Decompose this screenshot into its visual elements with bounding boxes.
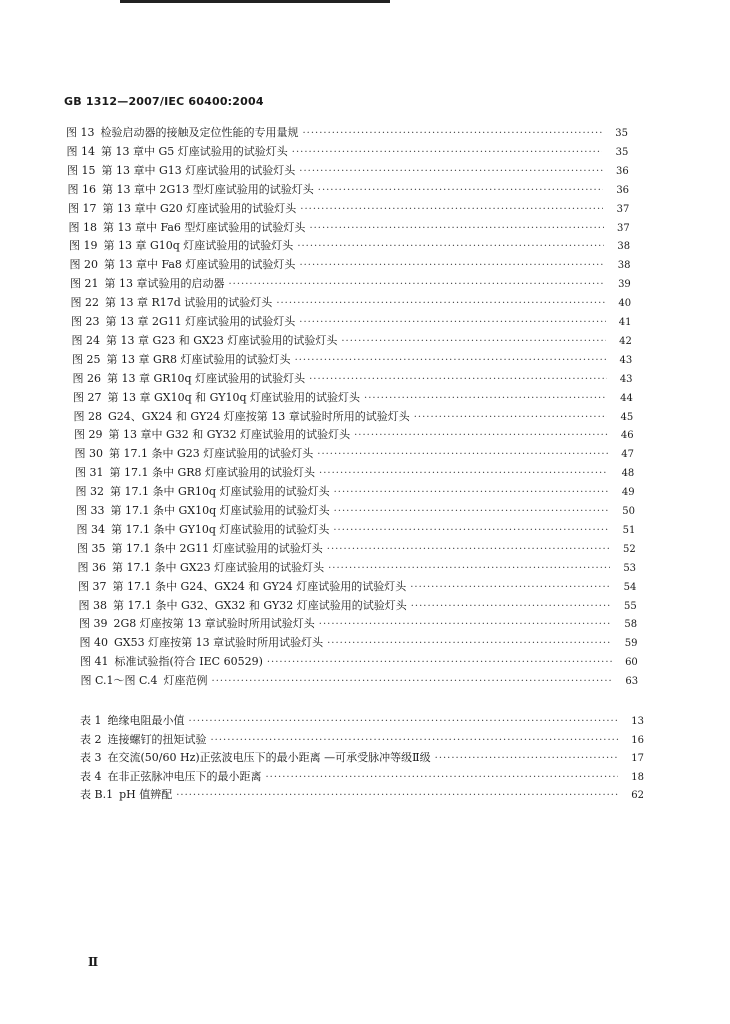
figure-page-number: 38 xyxy=(617,241,631,253)
figure-label: 图 36 xyxy=(77,560,106,574)
leader-dots xyxy=(318,185,603,196)
figure-title: 第 17.1 条中 GX10q 灯座试验用的试验灯头 xyxy=(110,504,330,517)
figure-title: 第 13 章 GR8 灯座试验用的试验灯头 xyxy=(106,352,291,366)
figure-title: 第 17.1 条中 G32、GX32 和 GY32 灯座试验用的试验灯头 xyxy=(113,598,407,612)
figure-page-number: 35 xyxy=(615,146,629,158)
figure-label: 图 29 xyxy=(74,428,103,442)
figure-page-number: 49 xyxy=(621,487,635,499)
table-label: 表 4 xyxy=(80,769,102,783)
figure-entry xyxy=(79,597,637,616)
figure-page-number: 55 xyxy=(624,600,637,612)
leader-dots xyxy=(300,204,603,215)
figure-entry xyxy=(67,162,629,181)
figure-page-number: 37 xyxy=(617,222,630,234)
figure-page-number: 38 xyxy=(617,260,631,272)
leader-dots xyxy=(354,430,607,441)
figure-title: 第 13 章中 2G13 型灯座试验用的试验灯头 xyxy=(102,182,314,196)
figure-page-number: 54 xyxy=(623,581,637,593)
figure-label: 图 C.1～图 C.4 xyxy=(80,674,158,688)
figure-page-number: 46 xyxy=(620,430,634,442)
figure-label: 图 14 xyxy=(66,144,95,158)
figure-title: GX53 灯座按第 13 章试验时所用试验灯头 xyxy=(114,636,324,650)
figure-entry xyxy=(69,219,630,238)
figure-label: 图 20 xyxy=(69,258,98,272)
figure-page-number: 53 xyxy=(623,562,637,574)
figure-entry xyxy=(81,672,639,691)
table-label: 表 2 xyxy=(80,732,102,746)
leader-dots xyxy=(327,544,610,555)
figure-page-number: 43 xyxy=(619,354,633,366)
leader-dots xyxy=(328,563,610,574)
figure-label: 图 17 xyxy=(68,201,97,215)
figure-entry xyxy=(80,634,638,653)
figure-label: 图 22 xyxy=(70,296,99,310)
figure-entry xyxy=(72,351,632,370)
figure-page-number: 51 xyxy=(622,524,636,536)
leader-dots xyxy=(319,468,608,479)
top-rule xyxy=(120,0,390,3)
figure-page-number: 42 xyxy=(619,335,632,347)
figure-title: 第 17.1 条中 GX23 灯座试验用的试验灯头 xyxy=(112,560,325,574)
figure-entry xyxy=(76,502,635,521)
figure-title: 2G8 灯座按第 13 章试验时所用试验灯头 xyxy=(113,617,315,631)
page-header: GB 1312—2007/IEC 60400:2004 xyxy=(64,95,264,108)
figure-title: 第 13 章中 G32 和 GY32 灯座试验用的试验灯头 xyxy=(108,428,351,442)
figure-title: 第 13 章 GX10q 和 GY10q 灯座试验用的试验灯头 xyxy=(107,390,361,404)
figure-entry xyxy=(74,426,634,445)
figure-label: 图 31 xyxy=(75,466,104,480)
figure-label: 图 18 xyxy=(68,220,97,234)
table-page-number: 13 xyxy=(631,716,644,727)
leader-dots xyxy=(410,582,610,593)
figure-label: 图 32 xyxy=(75,485,104,499)
figure-label: 图 19 xyxy=(69,239,98,253)
figure-entry xyxy=(80,653,638,672)
figure-entry xyxy=(73,370,633,389)
leader-dots xyxy=(303,128,603,139)
figure-label: 图 25 xyxy=(72,352,101,366)
figure-title: 第 13 章 R17d 试验用的试验灯头 xyxy=(105,296,273,310)
figure-title: 第 13 章 G23 和 GX23 灯座试验用的试验灯头 xyxy=(106,333,338,347)
figure-label: 图 34 xyxy=(76,522,105,536)
figure-page-number: 35 xyxy=(615,128,628,139)
figure-entry xyxy=(79,615,637,634)
figure-entry xyxy=(66,124,628,143)
figure-entry xyxy=(69,237,630,256)
figure-title: 第 13 章 G10q 灯座试验用的试验灯头 xyxy=(103,239,294,253)
table-title: 绝缘电阻最小值 xyxy=(107,714,185,727)
figure-title: 标准试验指(符合 IEC 60529) xyxy=(114,655,263,669)
figure-label: 图 30 xyxy=(74,447,103,461)
table-title: pH 值辨配 xyxy=(119,788,173,802)
table-title: 连接螺钉的扭矩试验 xyxy=(107,732,207,746)
table-entry xyxy=(80,749,644,768)
figure-page-number: 44 xyxy=(620,392,633,404)
figure-entry xyxy=(68,181,630,200)
figure-title: 第 17.1 条中 GR10q 灯座试验用的试验灯头 xyxy=(110,485,330,499)
figure-title: 第 13 章中 G5 灯座试验用的试验灯头 xyxy=(101,144,288,158)
figure-title: 第 13 章 GR10q 灯座试验用的试验灯头 xyxy=(107,371,306,385)
figure-label: 图 24 xyxy=(71,333,100,347)
figure-label: 图 35 xyxy=(77,541,106,555)
figure-entry xyxy=(75,445,634,464)
figure-entry xyxy=(74,408,634,427)
figure-page-number: 37 xyxy=(616,203,630,215)
figure-label: 图 28 xyxy=(73,409,102,423)
figure-title: 第 13 章中 G20 灯座试验用的试验灯头 xyxy=(102,201,297,215)
leader-dots xyxy=(309,223,603,234)
figure-entry xyxy=(71,313,632,332)
figure-entry xyxy=(77,540,636,559)
leader-dots xyxy=(299,166,602,177)
figure-page-number: 58 xyxy=(624,619,638,631)
leader-dots xyxy=(334,506,609,517)
table-label: 表 3 xyxy=(80,751,102,765)
figure-title: 检验启动器的接触及定位性能的专用量规 xyxy=(100,126,299,139)
table-entry xyxy=(80,786,644,805)
table-title: 在非正弦脉冲电压下的最小距离 xyxy=(107,769,262,783)
figure-label: 图 13 xyxy=(66,126,95,139)
figure-title: 第 17.1 条中 G24、GX24 和 GY24 灯座试验用的试验灯头 xyxy=(112,579,407,593)
figure-label: 图 21 xyxy=(70,277,99,291)
figure-title: 第 17.1 条中 G23 灯座试验用的试验灯头 xyxy=(109,447,314,461)
leader-dots xyxy=(297,241,604,252)
leader-dots xyxy=(299,260,604,271)
figure-page-number: 36 xyxy=(615,165,629,177)
figure-page-number: 59 xyxy=(624,638,638,650)
figure-title: 第 17.1 条中 GY10q 灯座试验用的试验灯头 xyxy=(111,522,330,536)
leader-dots xyxy=(176,790,618,801)
figure-entry xyxy=(70,275,631,294)
figure-entry xyxy=(73,389,633,408)
figure-label: 图 41 xyxy=(80,655,109,669)
figure-page-number: 50 xyxy=(622,506,635,517)
figure-title: 第 17.1 条中 2G11 灯座试验用的试验灯头 xyxy=(111,541,323,555)
figure-label: 图 38 xyxy=(78,598,107,612)
leader-dots xyxy=(317,449,608,460)
figure-label: 图 40 xyxy=(79,636,108,650)
figure-label: 图 33 xyxy=(76,504,105,517)
table-title: 在交流(50/60 Hz)正弦波电压下的最小距离 —可承受脉冲等级Ⅱ级 xyxy=(107,751,431,765)
leader-dots xyxy=(229,279,605,290)
table-page-number: 17 xyxy=(631,753,644,765)
table-page-number: 62 xyxy=(631,790,644,802)
table-entry xyxy=(80,712,644,731)
leader-dots xyxy=(212,676,613,687)
figure-title: 第 13 章中 G13 灯座试验用的试验灯头 xyxy=(101,163,296,177)
table-entry xyxy=(80,731,644,750)
figure-title: 第 13 章中 Fa8 灯座试验用的试验灯头 xyxy=(104,258,296,272)
leader-dots xyxy=(411,601,611,612)
figure-title: 灯座范例 xyxy=(163,674,208,688)
leader-dots xyxy=(341,336,605,347)
figure-entry xyxy=(77,521,636,540)
leader-dots xyxy=(364,393,607,404)
figure-entry xyxy=(76,483,635,502)
figure-entry xyxy=(78,578,636,597)
leader-dots xyxy=(414,412,608,423)
figure-label: 图 37 xyxy=(78,579,107,593)
figure-title: 第 13 章中 Fa6 型灯座试验用的试验灯头 xyxy=(103,220,306,234)
figure-label: 图 15 xyxy=(67,163,96,177)
figure-label: 图 39 xyxy=(79,617,108,631)
table-page-number: 18 xyxy=(631,771,644,783)
leader-dots xyxy=(327,638,611,649)
figure-entry xyxy=(70,256,631,275)
figure-label: 图 23 xyxy=(71,315,100,328)
leader-dots xyxy=(309,374,606,385)
figure-entry xyxy=(75,464,634,483)
leader-dots xyxy=(267,657,612,668)
figure-entry xyxy=(68,200,629,219)
figure-title: 第 13 章 2G11 灯座试验用的试验灯头 xyxy=(105,315,296,328)
leader-dots xyxy=(295,355,607,366)
figure-page-number: 52 xyxy=(622,543,636,555)
figure-entry xyxy=(78,559,637,578)
figure-entry xyxy=(72,332,632,351)
figure-label: 图 27 xyxy=(73,390,102,404)
leader-dots xyxy=(319,619,611,630)
leader-dots xyxy=(333,525,609,536)
leader-dots xyxy=(276,298,605,309)
figure-label: 图 26 xyxy=(72,371,101,385)
page-number: Ⅱ xyxy=(88,955,99,969)
table-page-number: 16 xyxy=(631,734,644,746)
figure-page-number: 41 xyxy=(618,317,632,328)
table-entry xyxy=(80,768,644,787)
figure-page-number: 40 xyxy=(618,298,632,310)
leader-dots xyxy=(435,753,618,764)
figure-page-number: 43 xyxy=(619,373,633,385)
leader-dots xyxy=(211,735,619,746)
table-label: 表 1 xyxy=(80,714,102,727)
figure-page-number: 63 xyxy=(625,676,639,688)
leader-dots xyxy=(299,317,605,328)
figure-entry xyxy=(71,294,632,313)
figure-page-number: 45 xyxy=(620,411,634,423)
leader-dots xyxy=(266,772,619,783)
figure-title: G24、GX24 和 GY24 灯座按第 13 章试验时所用的试验灯头 xyxy=(108,409,410,423)
leader-dots xyxy=(334,487,609,498)
figure-page-number: 48 xyxy=(621,468,635,480)
figure-page-number: 39 xyxy=(618,279,631,291)
leader-dots xyxy=(189,716,619,727)
table-label: 表 B.1 xyxy=(80,788,114,802)
figure-label: 图 16 xyxy=(67,182,96,196)
figure-title: 第 13 章试验用的启动器 xyxy=(104,277,225,291)
figure-entry xyxy=(67,143,629,162)
figure-page-number: 47 xyxy=(621,449,634,461)
figure-page-number: 60 xyxy=(625,657,638,669)
figure-page-number: 36 xyxy=(616,184,630,196)
leader-dots xyxy=(292,147,603,158)
figure-title: 第 17.1 条中 GR8 灯座试验用的试验灯头 xyxy=(109,466,316,480)
